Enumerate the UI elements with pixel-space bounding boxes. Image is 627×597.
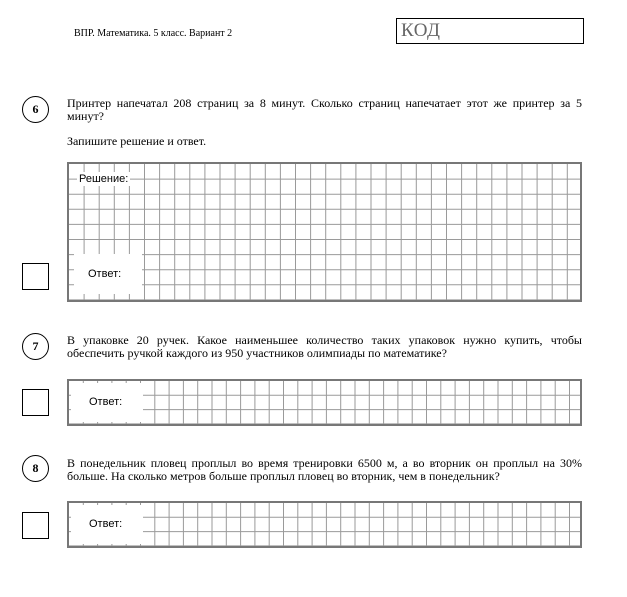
answer-label: Ответ:	[71, 505, 143, 544]
question-number: 6	[22, 96, 49, 123]
code-box[interactable]: КОД	[396, 18, 584, 44]
score-box[interactable]	[22, 512, 49, 539]
answer-label: Ответ:	[74, 254, 142, 294]
answer-area[interactable]	[67, 501, 582, 548]
solution-answer-area[interactable]	[67, 162, 582, 302]
question-instruction: Запишите решение и ответ.	[67, 134, 207, 148]
question-text: В упаковке 20 ручек. Какое наименьшее количество таких упаковок нужно купить, чтобы обеспечить ручкой каждого из 950 участников олимпиады по математике?	[67, 333, 582, 360]
score-box[interactable]	[22, 389, 49, 416]
question-number: 8	[22, 455, 49, 482]
question-number: 7	[22, 333, 49, 360]
header-title: ВПР. Математика. 5 класс. Вариант 2	[74, 28, 233, 39]
solution-label: Решение:	[79, 173, 129, 185]
answer-label: Ответ:	[71, 383, 143, 422]
question-text: В понедельник пловец проплыл во время тренировки 6500 м, а во вторник он проплыл на 30% больше. На сколько метров больше проплыл пловец во вторник, чем в понедельник?	[67, 456, 582, 483]
answer-area[interactable]	[67, 379, 582, 426]
question-text: Принтер напечатал 208 страниц за 8 минут. Сколько страниц напечатает этот же принтер за 5 минут?	[67, 96, 582, 123]
answer-grid	[69, 381, 580, 424]
score-box[interactable]	[22, 263, 49, 290]
solution-grid	[69, 164, 580, 300]
answer-grid	[69, 503, 580, 546]
